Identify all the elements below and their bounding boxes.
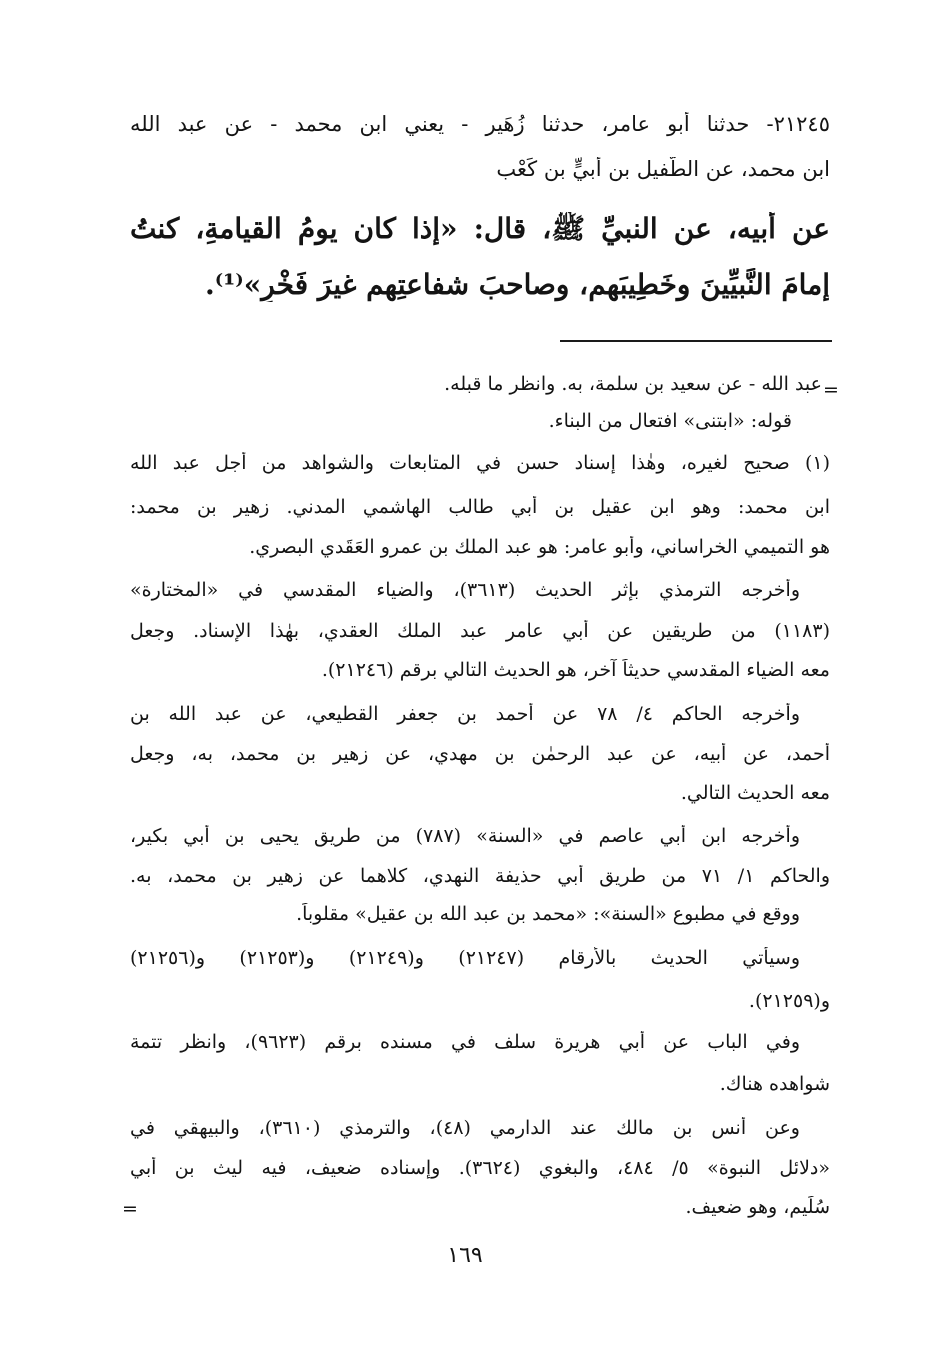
footnote-line: ووقع في مطبوع «السنة»: «محمد بن عبد الله بن عقيل» مقلوباً. <box>296 903 800 925</box>
footnote-line: هو التميمي الخراساني، وأبو عامر: هو عبد الملك بن عمرو العَقَدي البصري. <box>249 536 830 558</box>
footnote-line: و(٢١٢٥٩). <box>748 990 830 1012</box>
footnote-line: أحمد، عن أبيه، عن عبد الرحمٰن بن مهدي، عن زهير بن محمد، به، وجعل <box>130 743 830 765</box>
footnote-line: (١١٨٣) من طريقين عن أبي عامر عبد الملك العقدي، بهٰذا الإسناد. وجعل <box>130 620 830 642</box>
hadith-isnad-line: ٢١٢٤٥- حدثنا أبو عامر، حدثنا زُهَير - يعني ابن محمد - عن عبد الله <box>130 112 830 136</box>
footnote-line: شواهده هناك. <box>719 1073 830 1095</box>
footnote-line: عبد الله - عن سعيد بن سلمة، به. وانظر ما قبله. <box>444 373 822 395</box>
footnote-line: وعن أنس بن مالك عند الدارمي (٤٨)، والترمذي (٣٦١٠)، والبيهقي في <box>130 1117 800 1139</box>
footnote-line: وأخرجه الحاكم ٤/ ٧٨ عن أحمد بن جعفر القطيعي، عن عبد الله بن <box>130 703 800 725</box>
hadith-isnad-line: ابن محمد، عن الطُّفيل بن أُبيٍّ بن كَعْب <box>496 157 830 181</box>
footnote-line: ابن محمد: وهو ابن عقيل بن أبي طالب الهاشمي المدني. زهير بن محمد: <box>130 496 830 518</box>
footnote-line: معه الضياء المقدسي حديثاً آخر، هو الحديث التالي برقم (٢١٢٤٦). <box>321 659 830 681</box>
footnote-line: «دلائل النبوة» ٥/ ٤٨٤، والبغوي (٣٦٢٤). وإسناده ضعيف، فيه ليث بن أبي <box>130 1157 830 1179</box>
footnote-line: سُلَيم، وهو ضعيف. <box>685 1196 830 1218</box>
hadith-matn-line: إمامَ النَّبيِّينَ وخَطِيبَهم، وصاحبَ شفاعتِهم غيرَ فَخْرٍ»⁽¹⁾. <box>205 268 830 301</box>
footnote-line: وفي الباب عن أبي هريرة سلف في مسنده برقم (٩٦٢٣)، وانظر تتمة <box>130 1031 800 1053</box>
footnote-divider <box>560 340 832 342</box>
page-number: ١٦٩ <box>447 1243 483 1268</box>
footnote-line: وسيأتي الحديث بالأرقام (٢١٢٤٧) و(٢١٢٤٩) و(٢١٢٥٣) و(٢١٢٥٦) <box>130 947 800 969</box>
footnote-line: معه الحديث التالي. <box>680 782 830 804</box>
footnote-line: وأخرجه ابن أبي عاصم في «السنة» (٧٨٧) من طريق يحيى بن أبي بكير، <box>130 825 800 847</box>
hadith-matn-line: عن أبيه، عن النبيِّ ﷺ، قال: «إذا كان يومُ القيامةِ، كنتُ <box>130 212 830 245</box>
footnote-end-marker: = <box>122 1198 138 1220</box>
footnote-line: (١) صحيح لغيره، وهٰذا إسناد حسن في المتابعات والشواهد من أجل عبد الله <box>130 452 830 474</box>
footnote-line: قوله: «ابتنى» افتعال من البناء. <box>548 410 792 432</box>
footnote-continuation-marker: = <box>823 379 839 401</box>
footnote-line: والحاكم ١/ ٧١ من طريق أبي حذيفة النهدي، كلاهما عن زهير بن محمد، به. <box>130 865 830 887</box>
footnote-line: وأخرجه الترمذي بإثر الحديث (٣٦١٣)، والضياء المقدسي في «المختارة» <box>130 579 800 601</box>
